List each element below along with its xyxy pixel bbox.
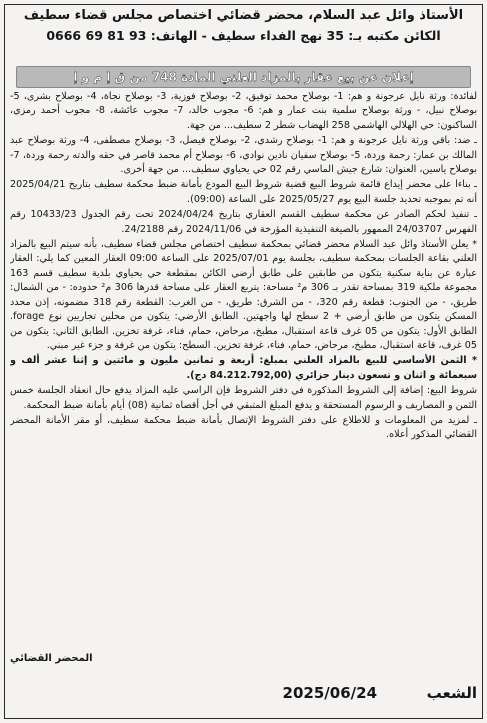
office-address: الكائن مكتبه بـ: 35 نهج الفداء سطيف - الهاتف: 93 81 69 0666 (46, 28, 441, 43)
base-price-paragraph: * الثمن الأساسي للبيع بالمزاد العلني بمبلغ: أربعة و ثمانين مليون و مائتين و إثنا عشر ألف و سبعمائة و اثنان و تسعون دينار جزائري (84.212.792,00 دج). (10, 355, 477, 381)
bailiff-name: الأستاذ وائل عبد السلام، محضر قضائي اختصاص مجلس قضاء سطيف (23, 8, 464, 23)
more-info-paragraph: ـ لمزيد من المعلومات و للاطلاع على دفتر الشروط الإتصال بأمانة ضبط محكمة سطيف، أو مقر الأمانة المحضر القضائي المذكور أعلاه. (10, 414, 477, 441)
plaintiffs-paragraph: لفائدة: ورثة نايل عرجونة و هم: 1- بوصلاح محمد توفيق، 2- بوصلاح فوزية، 3- بوصلاح نجاة، 4- بوصلاح بشرى، 5- بوصلاح نبيل، - ورثة بوصلاح سلمية بنت عمار و هم: 6- مجوب خالد، 7- مجوب عائشة، 8- مجوب أحمد رمزي، الساكنون: حي الهلالي الهاشمي 258 الهضاب شطر 2 سطيف... من جهة. (10, 91, 477, 131)
judgment-paragraph: ـ تنفيذ لحكم الصادر عن محكمة سطيف القسم العقاري بتاريخ 2024/04/24 تحت رقم الجدول 10433/23 رقم الفهرس 24/03707 الممهور بالصيغة التنفيذية المؤرخة في 2024/11/06 رقم 24/2188. (10, 209, 477, 235)
publication-date: 2025/06/24 (282, 684, 377, 702)
signature-area (10, 632, 477, 674)
notice-body (10, 90, 477, 630)
notice-title: إعلان عن بيع عقار بالمزاد العلني المادة 748 من ق إ م و إ (73, 70, 414, 84)
newspaper-name: الشعب (426, 684, 477, 702)
publication-footer (10, 684, 477, 706)
sale-conditions-paragraph: شروط البيع: إضافة إلى الشروط المذكورة في دفتر الشروط فإن الراسي عليه المزاد يدفع حال انعقاد الجلسة خمس الثمن و المصاريف و الرسوم المستحقة و يدفع المبلغ المتبقي في أجل أقصاه ثمانية (08) أيام بأمانة ضبط المحكمة. (10, 385, 477, 411)
defendants-paragraph: ـ ضد: باقي ورثة نايل عرجونة و هم: 1- بوصلاح رشدي، 2- بوصلاح فيصل، 3- بوصلاح مصطفى، 4- ورثة بوصلاح عبد المالك بن عمار: رحمة وردة، 5- بوصلاح سفيان نادين نوادي، 6- بوصلاح أم محمد قاصر في حقه والدته رحمة وردة، 7- بوصلاح ياسين، العنوان: شارع جيش الماسي رقم 02 حي يحياوي سطيف... من جهة أخرى. (10, 135, 477, 176)
signature-label: المحضر القضائي (10, 653, 93, 664)
deposit-paragraph: ـ بناءا على محضر إيداع قائمة شروط البيع قضية شروط البيع المودع بأمانة ضبط محكمة سطيف بتاريخ 2025/04/21 أنه تم بموجبه تحديد جلسة البيع يوم 2025/05/27 على الساعة (09:00). (10, 179, 477, 205)
notice-title-banner (16, 66, 471, 88)
property-description: * يعلن الأستاذ وائل عبد السلام محضر قضائي بمحكمة سطيف اختصاص مجلس قضاء سطيف، بأنه سيتم البيع بالمزاد العلني بقاعة الجلسات بمحكمة سطيف، بجلسة يوم 2025/07/01 على الساعة 09:00 العقار المعين كما يلي: العقار عبارة عن بناية سكنية يتكون من طابقين على طابق أرضي الكائن بمقطعة حي يحياوي بلدية سطيف قسم 163 مجموعة ملكية 319 بمساحة تقدر بـ 306 م² مساحة: يتربع العقار على مساحة قدرها 306 م² حدوده: - من الشمال: طريق، - من الجنوب: قطعة رقم 320، - من الشرق: طريق، - من الغرب: القطعة رقم 318 مضمونه، إذن محدد المسكن يتكون من طابق أرضي + 2 سطح لها واجهتين. الطابق الأرضي: يتكون من محلين تجاريين نوع forage. الطابق الأول: يتكون من 05 غرف قاعة استقبال، مطبخ، مرحاض، حمام، فناء، غرفة تخزين. الطابق الثاني: يتكون من 05 غرف، قاعة استقبال، مطبخ، مرحاض، حمام، فناء، غرفة تخزين. السطح: يتكون من غرفة و جزء غير مبني. (10, 239, 477, 351)
